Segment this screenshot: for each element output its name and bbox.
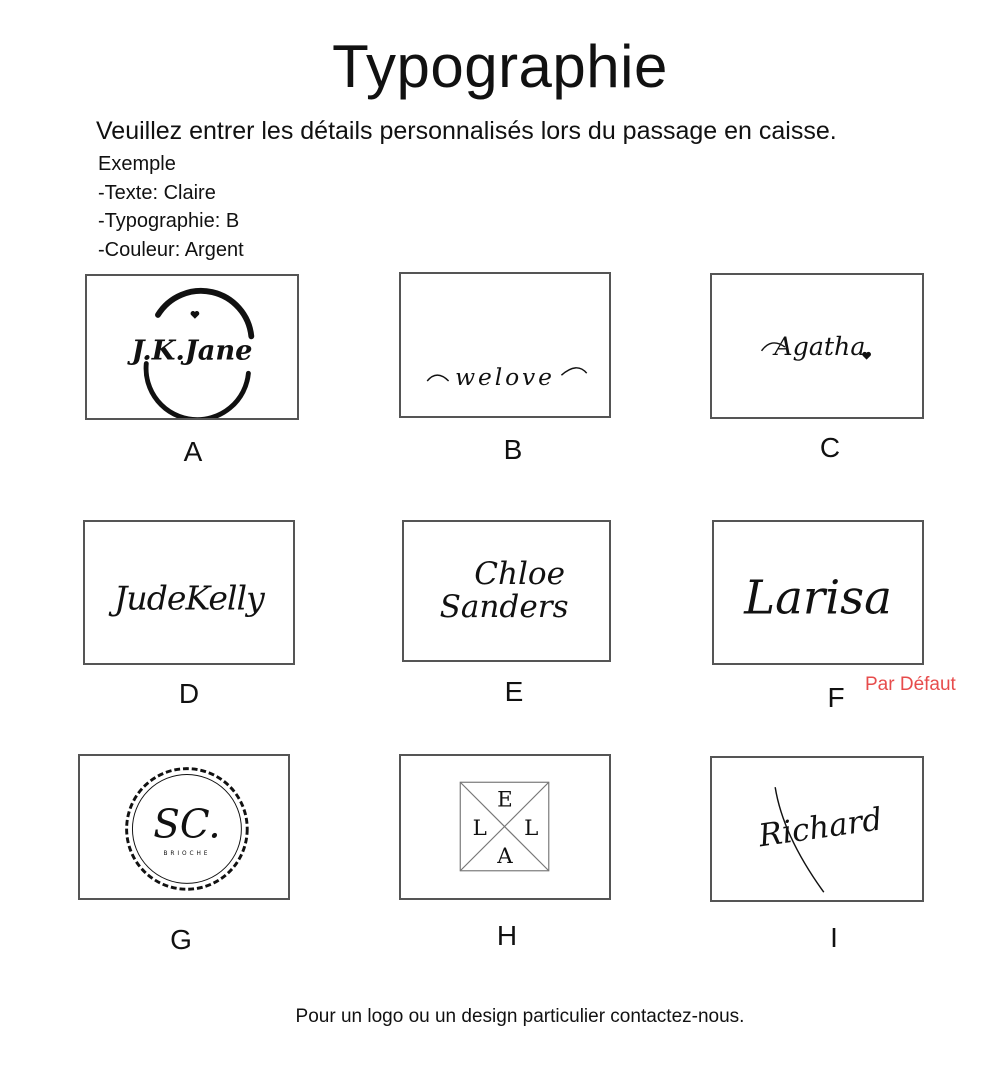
font-sample-card-g[interactable] (78, 754, 290, 900)
font-sample-d-preview (85, 522, 293, 663)
default-badge: Par Défaut (865, 674, 956, 695)
font-sample-e-preview (404, 522, 609, 660)
font-sample-a-text: J.K.Jane (131, 334, 253, 367)
font-letter-d: D (178, 678, 200, 709)
font-sample-f-preview (714, 522, 922, 663)
example-heading: Exemple (98, 153, 176, 175)
example-text-line: -Texte: Claire (98, 181, 216, 204)
font-sample-card-h[interactable] (399, 754, 611, 900)
font-sample-h-top: E (497, 787, 513, 813)
font-letter-c: C (819, 432, 841, 463)
font-sample-g-sub: BRIOCHE (163, 851, 211, 858)
font-letter-i: I (830, 922, 838, 953)
font-sample-h-right: L (524, 815, 539, 841)
font-sample-card-i[interactable] (710, 756, 924, 902)
page-title: Typographie (332, 33, 668, 100)
font-letter-h: H (496, 920, 518, 951)
font-sample-d-text: JudeKelly (114, 578, 264, 618)
font-letter-a: A (183, 436, 203, 467)
font-sample-card-c[interactable] (710, 273, 924, 419)
font-letter-b: B (503, 434, 523, 465)
font-sample-c-preview (712, 275, 922, 417)
font-sample-card-b[interactable] (399, 272, 611, 418)
font-sample-f-text: Larisa (744, 571, 892, 626)
font-sample-b-text: welove (455, 362, 555, 391)
font-sample-i-text: Richard (756, 801, 885, 855)
font-sample-g-preview (80, 756, 288, 898)
font-sample-i-preview (712, 758, 922, 900)
font-sample-e-text-2: Sanders (439, 589, 569, 626)
font-sample-card-e[interactable] (402, 520, 611, 662)
contact-note: Pour un logo ou un design particulier contactez-nous. (295, 1006, 745, 1027)
font-sample-h-left: L (472, 815, 487, 841)
font-sample-h-bottom: A (497, 843, 513, 869)
font-sample-card-d[interactable] (83, 520, 295, 665)
font-sample-card-a[interactable] (85, 274, 299, 420)
font-sample-c-text: Agatha (774, 331, 866, 361)
example-font-line: -Typographie: B (98, 210, 240, 232)
font-sample-b-preview (401, 274, 609, 416)
font-sample-h-preview (401, 756, 609, 898)
font-sample-card-f[interactable] (712, 520, 924, 665)
font-sample-a-preview (87, 276, 297, 418)
font-sample-g-text: SC. (153, 802, 221, 848)
font-letter-f: F (827, 682, 845, 713)
example-color-line: -Couleur: Argent (98, 238, 244, 261)
font-letter-e: E (504, 676, 524, 707)
instructions: Veuillez entrer les détails personnalisés lors du passage en caisse. (96, 117, 837, 145)
example-block (98, 150, 244, 264)
font-sample-e-text-1: Chloe (474, 556, 566, 593)
font-letter-g: G (170, 924, 192, 955)
